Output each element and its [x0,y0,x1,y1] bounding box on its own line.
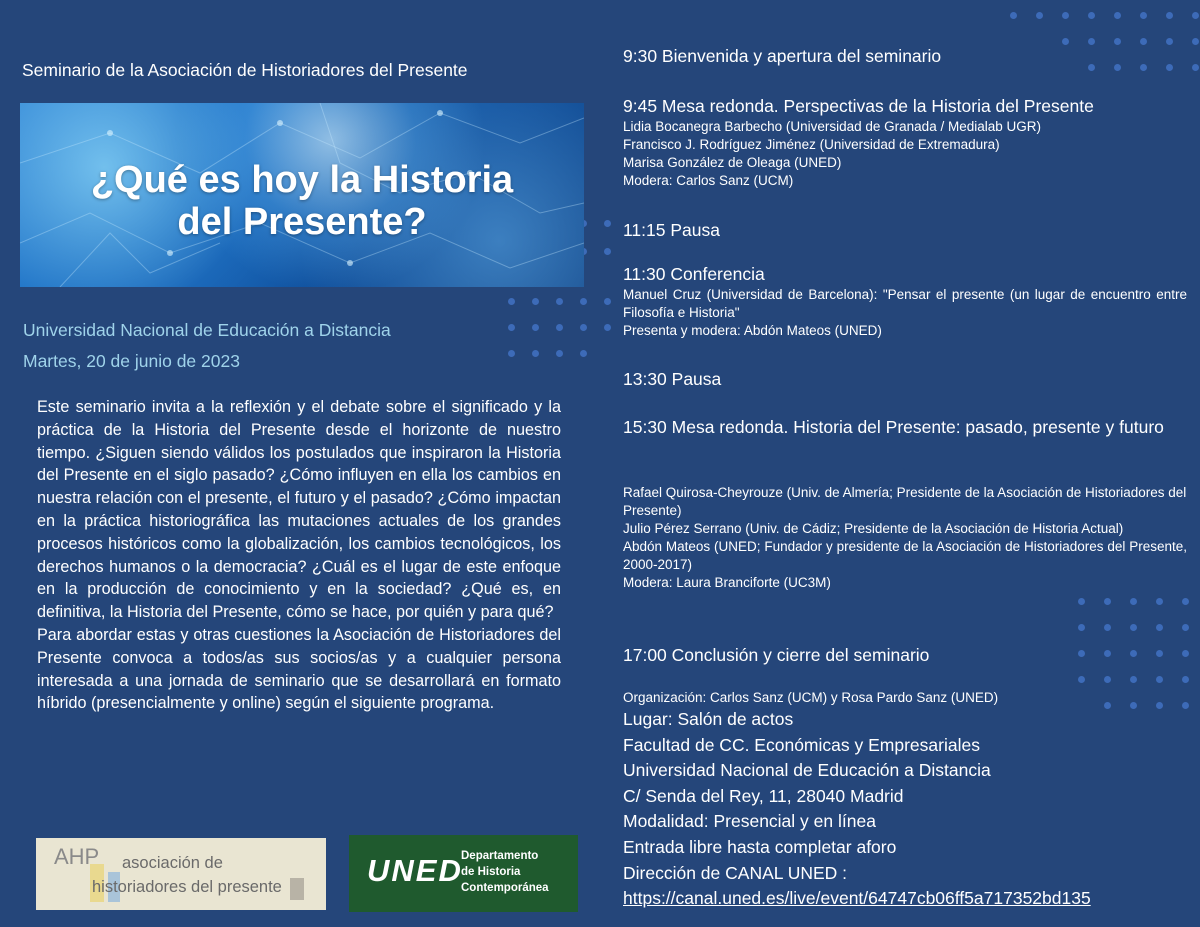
ahp-color-block-3 [290,878,304,900]
slot-break-2: 13:30 Pausa [623,369,722,389]
intro-paragraph-1: Este seminario invita a la reflexión y el debate sobre el significado y la práctica de la Historia del Presente desde el horizonte de nuestro tiempo. ¿Siguen siendo válidos los postulados que inspiraron la Historia del Presente en el siglo pasado? ¿Cómo influyen en ella los cambios en nuestra relación con el presente, el futuro y el pasado? ¿Cómo impactan en la práctica historiográfica las mutaciones actuales de los grandes procesos históricos como la globalización, los cambios tecnológicos, los derechos humanos o la democracia? ¿Cuál es el lugar de este enfoque en la producción de conocimiento y en la sociedad? ¿Qué es, en definitiva, la Historia del Presente, cómo se hace, por quién y para qué? [37,398,561,622]
panel-1-participant: Lidia Bocanegra Barbecho (Universidad de Granada / Medialab UGR) [623,119,1041,134]
lecture-moderator: Presenta y modera: Abdón Mateos (UNED) [623,323,882,338]
seminar-header: Seminario de la Asociación de Historiadores del Presente [22,60,468,80]
uned-logo [349,835,578,912]
panel-1-moderator: Modera: Carlos Sanz (UCM) [623,173,794,188]
banner-title [20,159,584,243]
channel-label: Dirección de CANAL UNED : [623,862,848,883]
banner-image [20,103,584,287]
panel-2-participant: Julio Pérez Serrano (Univ. de Cádiz; Presidente de la Asociación de Historia Actual) [623,521,1124,536]
intro-paragraph-2: Para abordar estas y otras cuestiones la Asociación de Historiadores del Presente convoca a todos/as sus socios/as y a cualquier persona interesada a una jornada de seminario que se desarrollará en formato híbrido (presencialmente y online) según el siguiente programa. [37,625,561,713]
lecture-speaker: Manuel Cruz (Universidad de Barcelona): "Pensar el presente (un lugar de encuentro entre Filosofía e Historia" [623,287,1187,320]
uned-wordmark: UNED [367,853,463,888]
venue-entry: Entrada libre hasta completar aforo [623,836,897,857]
slot-panel-2 [623,484,1187,592]
panel-2-moderator: Modera: Laura Branciforte (UC3M) [623,575,831,590]
channel-link[interactable]: https://canal.uned.es/live/event/64747cb06ff5a717352bd135 [623,888,1091,909]
ahp-line-1: asociación de [122,854,223,872]
slot-panel-1 [623,95,1187,190]
slot-break-1: 11:15 Pausa [623,220,720,240]
slot-lecture [623,263,1187,340]
ahp-logo [36,838,326,910]
uned-dept-line-2: de Historia [461,866,521,878]
venue-university: Universidad Nacional de Educación a Distancia [623,760,991,781]
venue-info [623,707,1187,912]
venue-address: C/ Senda del Rey, 11, 28040 Madrid [623,785,904,806]
ahp-acronym: AHP [54,844,100,869]
lecture-title: 11:30 Conferencia [623,264,765,284]
panel-2-title: 15:30 Mesa redonda. Historia del Presente: pasado, presente y futuro [623,417,1164,437]
uned-dept-line-3: Contemporánea [461,882,549,894]
organization: Organización: Carlos Sanz (UCM) y Rosa Pardo Sanz (UNED) [623,690,999,705]
banner-title-line-2: del Presente? [177,201,427,243]
slot-closing: 17:00 Conclusión y cierre del seminario [623,645,930,665]
panel-1-participant: Francisco J. Rodríguez Jiménez (Universidad de Extremadura) [623,137,1000,152]
panel-2-participant: Rafael Quirosa-Cheyrouze (Univ. de Almería; Presidente de la Asociación de Historiadores del Presente) [623,485,1187,518]
panel-1-title: 9:45 Mesa redonda. Perspectivas de la Historia del Presente [623,96,1094,116]
uned-dept-line-1: Departamento [461,850,539,862]
panel-1-participant: Marisa González de Oleaga (UNED) [623,155,842,170]
panel-2-participant: Abdón Mateos (UNED; Fundador y presidente de la Asociación de Historiadores del Presente, 2000-2017) [623,539,1187,572]
slot-opening: 9:30 Bienvenida y apertura del seminario [623,46,942,66]
venue-faculty: Facultad de CC. Económicas y Empresariales [623,734,980,755]
event-date: Martes, 20 de junio de 2023 [23,351,240,371]
intro-text [37,396,561,715]
banner-title-line-1: ¿Qué es hoy la Historia [90,159,514,201]
venue-mode: Modalidad: Presencial y en línea [623,811,876,832]
venue-place: Lugar: Salón de actos [623,709,794,729]
event-university: Universidad Nacional de Educación a Distancia [23,320,391,340]
ahp-line-2: historiadores del presente [92,878,282,896]
dot-pattern-top-right [1000,0,1200,80]
